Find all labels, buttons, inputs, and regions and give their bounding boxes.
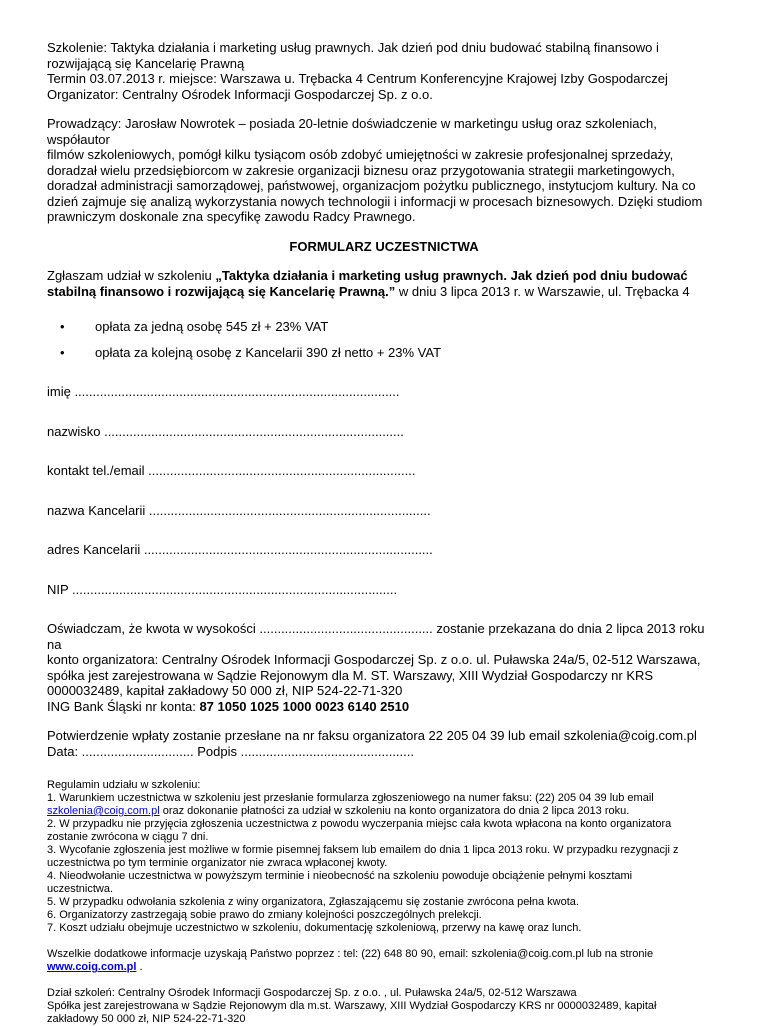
firm-name-field[interactable]: nazwa Kancelarii .............................................................................. [47,502,431,518]
rule-line: 5. W przypadku odwołania szkolenia z winy organizatora, Zgłaszającemu się zostanie zwrócona pełna kwota. [47,896,579,908]
rule-line: uczestnictwa po tym terminie organizator nie zwraca wpłaconej kwoty. [47,857,388,869]
fee-text: opłata za kolejną osobę z Kancelarii 390 zł netto + 23% VAT [95,344,442,360]
header-block [47,40,721,102]
organizer-line: Organizator: Centralny Ośrodek Informacji Gospodarczej Sp. z o.o. [47,86,433,102]
fee-item [47,319,721,335]
info-line: Wszelkie dodatkowe informacje uzyskają Państwo poprzez : tel: (22) 648 80 90, email: szkolenia@coig.com.pl lub na stronie [47,948,654,960]
footer-line: zakładowy 50 000 zł, NIP 524-22-71-320 [47,1013,246,1025]
confirmation-line: Potwierdzenie wpłaty zostanie przesłane na nr faksu organizatora 22 205 04 39 lub email szkolenia@coig.com.pl [47,728,697,743]
rule-line: 4. Nieodwołanie uczestnictwa w powyższym terminie i nieobecność na szkoleniu powoduje obciążenie pełnymi kosztami [47,870,633,882]
rule-line: oraz dokonanie płatności za udział w szkoleniu na konto organizatora do dnia 2 lipca 2013 roku. [159,805,630,817]
email-link[interactable]: szkolenia@coig.com.pl [47,805,160,817]
presenter-line: prawniczym doskonale zna specyfikę zawodu Radcy Prawnego. [47,209,416,224]
fee-list [47,319,721,360]
fee-text: opłata za jedną osobę 545 zł + 23% VAT [95,319,329,334]
website-link[interactable]: www.coig.com.pl [47,961,137,973]
bank-label: ING Bank Śląski nr konta: [47,698,200,714]
training-title-line-2: rozwijającą się Kancelarię Prawną [47,55,245,71]
rule-line: zostanie zwrócona w ciągu 7 dni. [47,831,209,843]
firm-address-field[interactable]: adres Kancelarii ................................................................................ [47,542,433,557]
form-intro [47,268,721,299]
first-name-field[interactable]: imię .......................................................................................... [47,384,400,399]
confirmation-block [47,728,721,759]
fee-item [47,345,721,361]
rules-title: Regulamin udziału w szkoleniu: [47,779,201,791]
bullet-icon: • [60,319,65,334]
rule-line: uczestnictwa. [47,883,114,895]
form-title: FORMULARZ UCZESTNICTWA [289,238,479,254]
presenter-line: dzień zajmuje się analizą wykorzystania nowych technologii i informacji w procesach biznesowych. Dzięki studiom [47,193,703,209]
info-end: . [136,961,143,973]
form-fields [47,384,721,597]
bank-account-number: 87 1050 1025 1000 0023 6140 2510 [199,698,410,714]
presenter-line: doradzał wielu przedsiębiorcom w zakresie organizacji biznesu oraz przygotowania strategii marketingowych, [47,162,675,178]
declaration-line: 0000032489, kapitał zakładowy 50 000 zł, NIP 524-22-71-320 [47,683,403,698]
declaration-block [47,621,721,714]
intro-training-name-1: „Taktyka działania i marketing usług prawnych. Jak dzień pod dniu budować [215,268,688,283]
rule-line: 1. Warunkiem uczestnictwa w szkoleniu jest przesłanie formularza zgłoszeniowego na numer faksu: (22) 205 04 39 lub email [47,792,654,804]
rules-block [47,779,721,935]
presenter-line: doradzał administracji samorządowej, państwowej, organizacjom pożytku publicznego, instytucjom kultury. Na co [47,178,696,193]
bullet-icon: • [60,344,65,360]
last-name-field[interactable]: nazwisko ................................................................................... [47,423,404,439]
footer-block [47,987,721,1026]
rule-line: 6. Organizatorzy zastrzegają sobie prawo do zmiany kolejności poszczególnych prelekcji. [47,909,482,921]
rule-line: 3. Wycofanie zgłoszenia jest możliwe w formie pisemnej faksem lub emailem do dnia 1 lipca 2013 roku. W przypadku rezygnacji z [47,844,679,856]
training-date-place: Termin 03.07.2013 r. miejsce: Warszawa u. Trębacka 4 Centrum Konferencyjne Krajowej Izby Gospodarczej [47,71,668,86]
contact-field[interactable]: kontakt tel./email .......................................................................... [47,463,416,478]
presenter-line: Prowadzący: Jarosław Nowrotek – posiada 20-letnie doświadczenie w marketingu usług oraz szkoleniach, współautor [47,116,657,147]
intro-prefix: Zgłaszam udział w szkoleniu [47,268,216,283]
training-title-line-1: Szkolenie: Taktyka działania i marketing usług prawnych. Jak dzień pod dniu budować stabilną finansowo i [47,40,659,55]
declaration-line: Oświadczam, że kwota w wysokości ................................................ zostanie przekazana do dnia 2 lipca 2013 roku na [47,621,705,652]
declaration-line: konto organizatora: Centralny Ośrodek Informacji Gospodarczej Sp. z o.o. ul. Puławska 24a/5, 02-512 Warszawa, [47,652,701,667]
intro-training-name-2: stabilną finansowo i rozwijającą się Kancelarię Prawną.” [47,283,396,299]
footer-line: Dział szkoleń: Centralny Ośrodek Informacji Gospodarczej Sp. z o.o. , ul. Puławska 24a/5, 02-512 Warszawa [47,987,577,999]
rule-line: 7. Koszt udziału obejmuje uczestnictwo w szkoleniu, dokumentację szkoleniową, przerwy na kawę oraz lunch. [47,922,582,934]
nip-field[interactable]: NIP .......................................................................................... [47,581,398,597]
date-signature-line[interactable]: Data: ............................... Podpis ................................................ [47,743,414,759]
rule-line: 2. W przypadku nie przyjęcia zgłoszenia uczestnictwa z powodu wyczerpania miejsc cała kwota wpłacona na konto organizatora [47,818,672,830]
info-block [47,948,721,974]
presenter-block [47,116,721,225]
footer-line: Spółka jest zarejestrowana w Sądzie Rejonowym dla m.st. Warszawy, XIII Wydział Gospodarczy KRS nr 0000032489, kapitał [47,1000,657,1012]
presenter-line: filmów szkoleniowych, pomógł kilku tysiącom osób zdobyć umiejętności w zakresie profesjonalnej sprzedaży, [47,147,674,162]
intro-suffix: w dniu 3 lipca 2013 r. w Warszawie, ul. Trębacka 4 [395,283,690,299]
declaration-line: spółka jest zarejestrowana w Sądzie Rejonowym dla M. ST. Warszawy, XIII Wydział Gospodarczy nr KRS [47,667,654,683]
